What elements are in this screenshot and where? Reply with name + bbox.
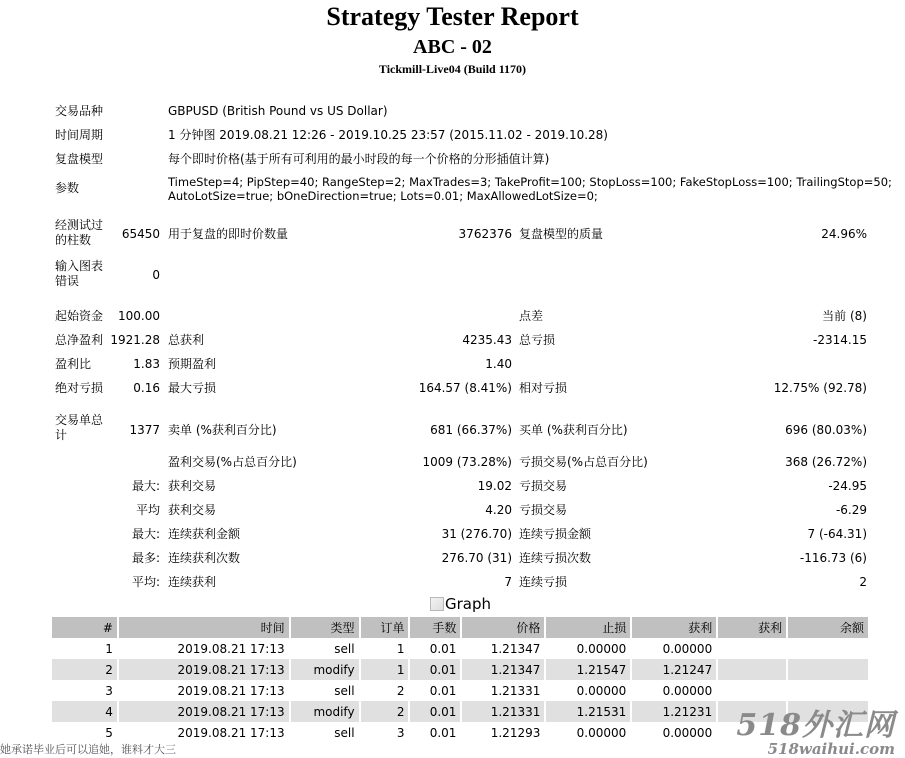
avgcons-wins-value: 7 [504,575,512,589]
netprofit-label: 总净盈利 [55,333,104,347]
period-label: 时间周期 [55,128,104,142]
model-label: 复盘模型 [55,152,104,166]
table-cell: 2019.08.21 17:13 [118,680,290,701]
most-loss-label: 连续亏损次数 [519,551,592,565]
ticks-value: 3762376 [458,227,512,241]
quality-value: 24.96% [821,227,867,241]
symbol-value: GBPUSD (British Pound vs US Dollar) [168,104,388,118]
absdd-value: 0.16 [133,381,160,395]
report-build: Tickmill-Live04 (Build 1170) [378,62,527,76]
avgcons-losses-value: 2 [859,575,867,589]
table-cell: 1.21331 [461,680,545,701]
short-label: 卖单 (%获利百分比) [168,423,277,437]
grossprofit-label: 总获利 [168,333,205,347]
table-cell: 0.00000 [631,680,717,701]
reldd-label: 相对亏损 [519,381,568,395]
long-label: 买单 (%获利百分比) [519,423,628,437]
most-loss-value: -116.73 (6) [799,551,867,565]
maxcons-losses-value: 7 (-64.31) [807,527,867,541]
largest-loss-label: 亏损交易 [519,479,568,493]
largest-prefix: 最大: [131,479,160,493]
broken-image-icon [430,597,444,611]
bars-value: 65450 [121,227,160,241]
quality-label: 复盘模型的质量 [519,227,604,241]
payoff-value: 1.40 [485,357,512,371]
column-header: 获利 [631,617,717,638]
largest-profit-label: 获利交易 [168,479,217,493]
params-line-2: AutoLotSize=true; bOneDirection=true; Lots=0.01; MaxAllowedLotSize=0; [168,189,598,203]
table-row [52,659,869,680]
errors-label: 输入图表错误 [55,259,104,288]
column-header: 手数 [409,617,461,638]
table-cell: 1.21331 [461,701,545,722]
ticks-label: 用于复盘的即时价数量 [168,227,289,241]
table-cell: 5 [52,722,118,743]
maxcons-losses-label: 连续亏损金额 [519,527,592,541]
table-cell: 0.01 [409,680,461,701]
table-cell: 2 [52,659,118,680]
grossloss-label: 总亏损 [519,333,556,347]
profitfactor-label: 盈利比 [55,357,92,371]
table-cell: 0.00000 [545,680,631,701]
table-cell: 0.01 [409,722,461,743]
most-profit-value: 276.70 (31) [441,551,512,565]
table-cell: 3 [52,680,118,701]
average-profit-label: 获利交易 [168,503,217,517]
reldd-value: 12.75% (92.78) [773,381,867,395]
table-cell: sell [290,680,360,701]
footer-ticker: 她承诺毕业后可以追她，谁料才大三 [0,743,176,756]
trades-label: 交易单总计 [55,413,104,442]
table-cell: sell [290,638,360,659]
avgcons-prefix: 平均: [131,575,160,589]
trades-value: 1377 [129,423,160,437]
watermark-url: 518waihui.com [767,740,895,758]
column-header: 止损 [545,617,631,638]
table-cell: 2 [360,701,410,722]
losstrades-label: 亏损交易(%占总百分比) [519,455,648,469]
table-cell [717,638,787,659]
column-header: 价格 [461,617,545,638]
avgcons-wins-label: 连续获利 [168,575,217,589]
table-cell: 4 [52,701,118,722]
report-title: Strategy Tester Report [326,2,579,31]
table-cell: 0.00000 [631,722,717,743]
table-cell: 2 [360,680,410,701]
table-cell: 1 [360,659,410,680]
deposit-value: 100.00 [118,309,160,323]
table-cell: 1.21293 [461,722,545,743]
table-cell: 1.21231 [631,701,717,722]
average-profit-value: 4.20 [485,503,512,517]
long-value: 696 (80.03%) [785,423,867,437]
table-cell [787,638,869,659]
table-cell: 0.00000 [545,722,631,743]
period-value: 1 分钟图 2019.08.21 12:26 - 2019.10.25 23:57 (2015.11.02 - 2019.10.28) [168,128,608,142]
grossprofit-value: 4235.43 [462,333,512,347]
profitfactor-value: 1.83 [133,357,160,371]
table-cell [787,659,869,680]
table-cell: 3 [360,722,410,743]
losstrades-value: 368 (26.72%) [785,455,867,469]
spread-label: 点差 [519,309,544,323]
table-cell: 0.01 [409,659,461,680]
table-cell: 2019.08.21 17:13 [118,722,290,743]
maxcons-wins-value: 31 (276.70) [441,527,512,541]
table-cell: 1.21547 [545,659,631,680]
column-header: 订单 [360,617,410,638]
report-subtitle: ABC - 02 [413,36,492,58]
table-header-row [52,617,869,638]
model-value: 每个即时价格(基于所有可利用的最小时段的每一个价格的分形插值计算) [168,152,550,166]
most-prefix: 最多: [131,551,160,565]
graph-image [430,595,491,613]
table-cell [717,659,787,680]
params-label: 参数 [55,181,80,195]
table-cell: sell [290,722,360,743]
graph-alt-text: Graph [445,595,492,613]
absdd-label: 绝对亏损 [55,381,104,395]
spread-value: 当前 (8) [822,309,867,323]
average-prefix: 平均 [135,503,160,517]
bars-label: 经测试过的柱数 [55,218,104,247]
table-cell: 2019.08.21 17:13 [118,638,290,659]
short-value: 681 (66.37%) [430,423,512,437]
table-cell: modify [290,659,360,680]
table-row [52,638,869,659]
maxdd-label: 最大亏损 [168,381,217,395]
table-cell: 0.00000 [631,638,717,659]
table-cell: 0.00000 [545,638,631,659]
errors-value: 0 [152,268,160,282]
table-cell: 1.21531 [545,701,631,722]
deposit-label: 起始资金 [55,309,104,323]
table-cell: 1 [52,638,118,659]
table-cell: modify [290,701,360,722]
table-cell: 0.01 [409,701,461,722]
table-cell: 1.21347 [461,638,545,659]
column-header: 余额 [787,617,869,638]
profittrades-value: 1009 (73.28%) [422,455,512,469]
avgcons-losses-label: 连续亏损 [519,575,568,589]
table-cell [717,680,787,701]
grossloss-value: -2314.15 [813,333,867,347]
largest-loss-value: -24.95 [828,479,867,493]
symbol-label: 交易品种 [55,104,104,118]
column-header: 获利 [717,617,787,638]
table-cell: 2019.08.21 17:13 [118,659,290,680]
site-watermark [736,700,895,758]
table-cell: 0.01 [409,638,461,659]
table-cell: 1.21247 [631,659,717,680]
average-loss-value: -6.29 [835,503,867,517]
maxdd-value: 164.57 (8.41%) [418,381,512,395]
table-cell: 2019.08.21 17:13 [118,701,290,722]
watermark-text: 518外汇网 [736,708,895,743]
params-line-1: TimeStep=4; PipStep=40; RangeStep=2; MaxTrades=3; TakeProfit=100; StopLoss=100; FakeStopLoss=100; TrailingStop=50; [168,175,892,189]
largest-profit-value: 19.02 [477,479,512,493]
table-cell: 1.21347 [461,659,545,680]
average-loss-label: 亏损交易 [519,503,568,517]
table-cell: 1 [360,638,410,659]
table-row [52,680,869,701]
column-header: # [52,617,118,638]
most-profit-label: 连续获利次数 [168,551,241,565]
profittrades-label: 盈利交易(%占总百分比) [168,455,297,469]
maxcons-prefix: 最大: [131,527,160,541]
payoff-label: 预期盈利 [168,357,217,371]
maxcons-wins-label: 连续获利金额 [168,527,241,541]
netprofit-value: 1921.28 [110,333,160,347]
table-cell [787,680,869,701]
column-header: 时间 [118,617,290,638]
column-header: 类型 [290,617,360,638]
